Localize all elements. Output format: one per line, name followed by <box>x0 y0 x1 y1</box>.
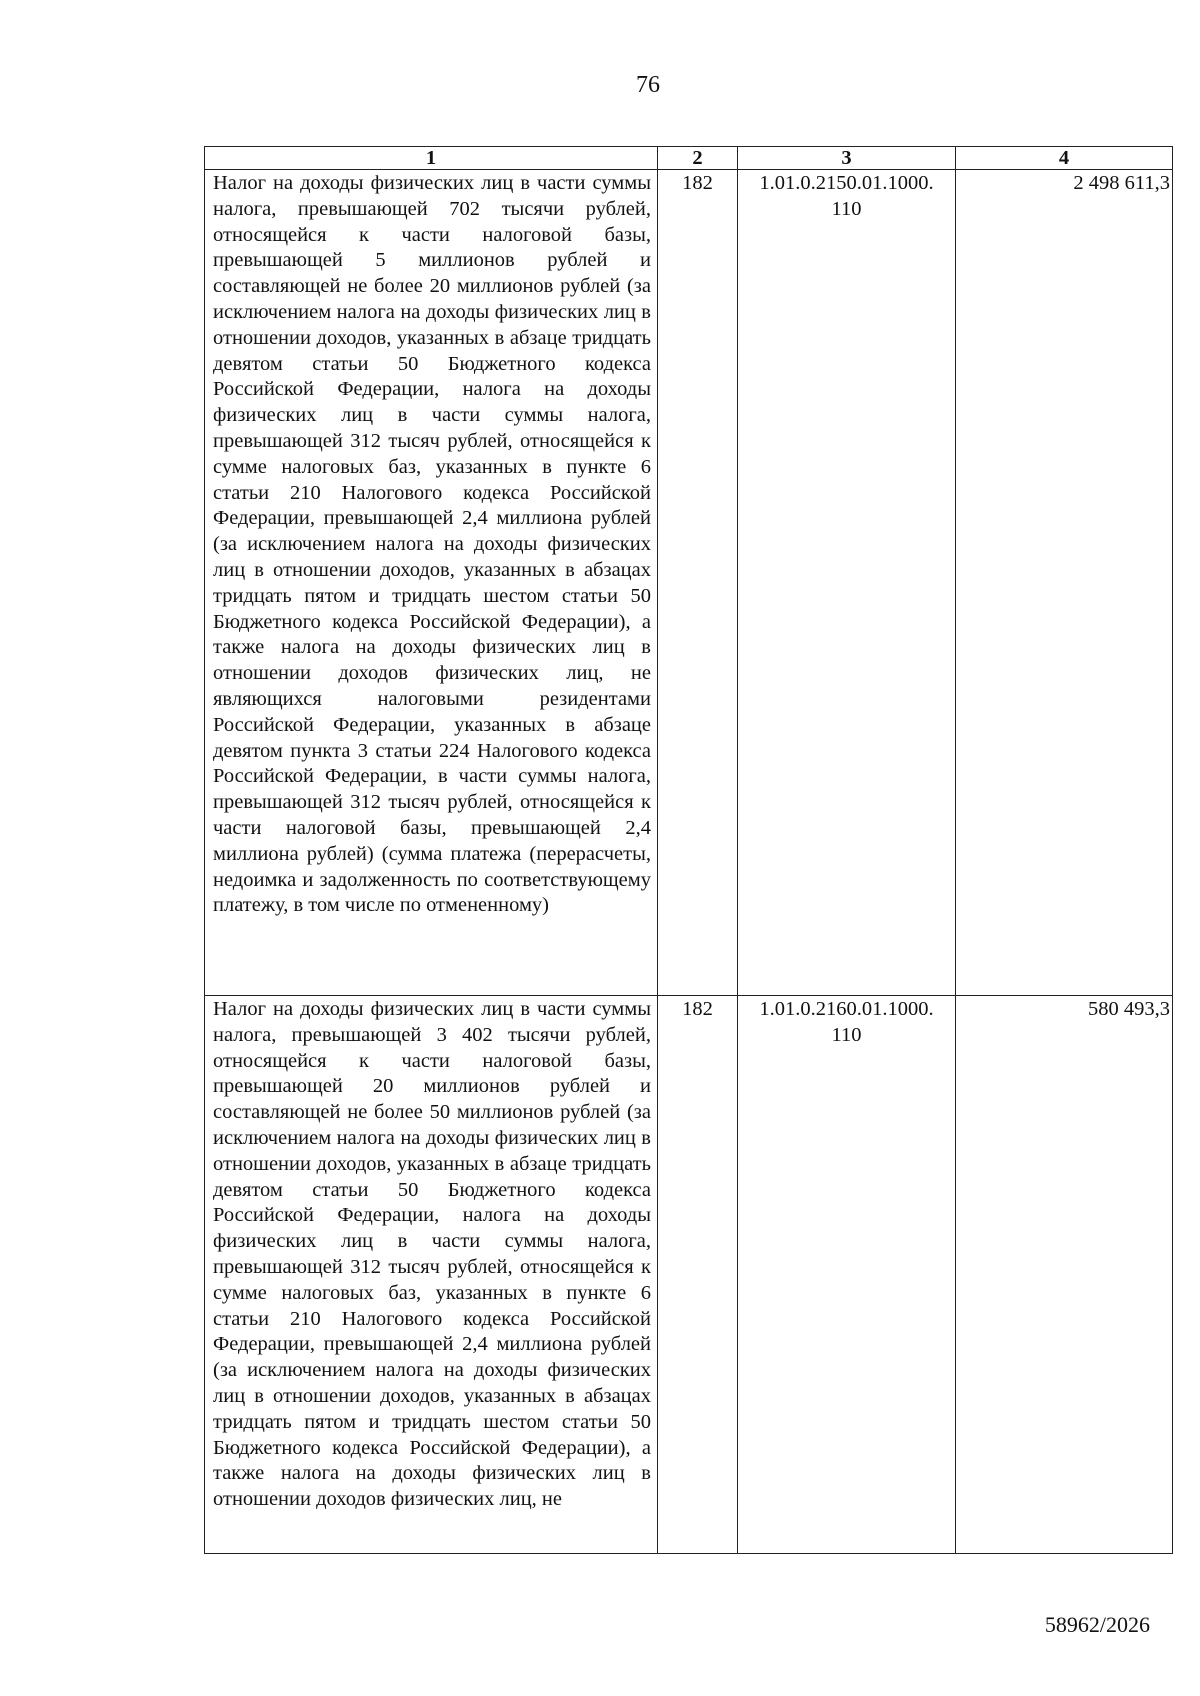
page-number: 76 <box>636 72 660 98</box>
kbk-code-line-2: 110 <box>831 197 862 220</box>
column-header-3: 3 <box>738 147 956 170</box>
column-header-1: 1 <box>205 147 658 170</box>
row-admin-code: 182 <box>658 170 738 996</box>
table-row <box>205 996 1173 1554</box>
row-kbk-code <box>738 996 956 1554</box>
column-header-2: 2 <box>658 147 738 170</box>
row-description: Налог на доходы физических лиц в части суммы налога, превышающей 3 402 тысячи рублей, относящейся к части налоговой базы, превышающей 20 миллионов рублей и составляющей не более 50 миллионов рублей (за исключением налога на доходы физических лиц в отношении доходов, указанных в абзаце тридцать девятом статьи 50 Бюджетного кодекса Российской Федерации, налога на доходы физических лиц в части суммы налога, превышающей 312 тысяч рублей, относящейся к сумме налоговых баз, указанных в пункте 6 статьи 210 Налогового кодекса Российской Федерации, превышающей 2,4 миллиона рублей (за исключением налога на доходы физических лиц в отношении доходов, указанных в абзацах тридцать пятом и тридцать шестом статьи 50 Бюджетного кодекса Российской Федерации), а также налога на доходы физических лиц в отношении доходов физических лиц, не <box>205 996 658 1554</box>
kbk-code-line-2: 110 <box>831 1023 862 1046</box>
kbk-code-line-1: 1.01.0.2150.01.1000. <box>759 172 934 194</box>
revenue-table <box>204 146 1173 1554</box>
row-amount: 2 498 611,3 <box>956 170 1173 996</box>
row-description: Налог на доходы физических лиц в части суммы налога, превышающей 702 тысячи рублей, относящейся к части налоговой базы, превышающей 5 миллионов рублей и составляющей не более 20 миллионов рублей (за исключением налога на доходы физических лиц в отношении доходов, указанных в абзаце тридцать девятом статьи 50 Бюджетного кодекса Российской Федерации, налога на доходы физических лиц в части суммы налога, превышающей 312 тысяч рублей, относящейся к сумме налоговых баз, указанных в пункте 6 статьи 210 Налогового кодекса Российской Федерации, превышающей 2,4 миллиона рублей (за исключением налога на доходы физических лиц в отношении доходов, указанных в абзацах тридцать пятом и тридцать шестом статьи 50 Бюджетного кодекса Российской Федерации), а также налога на доходы физических лиц в отношении доходов физических лиц, не являющихся налоговыми резидентами Российской Федерации, указанных в абзаце девятом пункта 3 статьи 224 Налогового кодекса Российской Федерации, в части суммы налога, превышающей 312 тысяч рублей, относящейся к части налоговой базы, превышающей 2,4 миллиона рублей) (сумма платежа (перерасчеты, недоимка и задолженность по соответствующему платежу, в том числе по отмененному) <box>205 170 658 996</box>
document-number: 58962/2026 <box>1044 1612 1150 1637</box>
row-admin-code: 182 <box>658 996 738 1554</box>
row-amount: 580 493,3 <box>956 996 1173 1554</box>
table-header-row <box>205 147 1173 170</box>
kbk-code-line-1: 1.01.0.2160.01.1000. <box>759 998 934 1020</box>
row-kbk-code <box>738 170 956 996</box>
column-header-4: 4 <box>956 147 1173 170</box>
table-row <box>205 170 1173 996</box>
